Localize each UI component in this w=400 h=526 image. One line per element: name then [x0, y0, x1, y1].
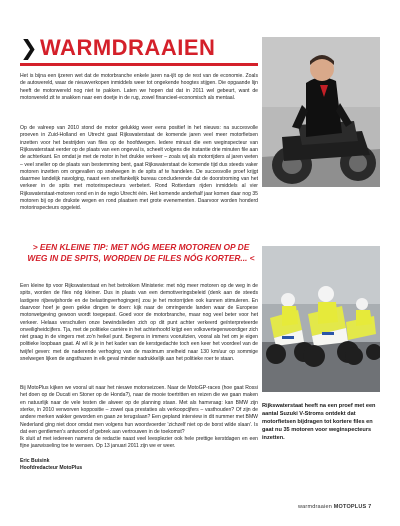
body-paragraph-3: Een kleine tip voor Rijkswaterstaat en het betrokken Ministerie: met nóg meer motoren op de weg in de spits, worden de files nóg kleiner. Dus in plaats van een demotiveringsbeleid (denk aan de steeds lastigere rijbewijshorde en de belastingverhogingen) zou je het motorrijden ook kunnen stimuleren. En daarvoor hoef je geen gekke dingen te doen: kijk naar de omringende landen waar de Europese motorwetgeving gewoon wordt toegepast. Goed voor de motorbranche, maar nog veel beter voor het verkeer. Helaas verschuilen onze bewindslieden zich op dit punt achter verkeerd geïnterpreteerde onveiligheidcijfers. Tja, met de politieke carrière in het achterhoofd krijgt een volksvertegenwoordiger zich niet graag in de vingers met zo'n heikel punt. Begrens in immers vooruitzien, vooral als het om je eigen politieke loopbaan gaat. Al wil ik je in het kader van de kerstgedachte toch een keer het voordeel van de twijfel geven: met de naderende verhoging van de maximum snelheid naar 130 km/uur op sommige snelwegen lijken de angsthazen in elk geval minder nadrukkelijk aan het politieke roer te staan. [20, 283, 258, 363]
page-title: WARMDRAAIEN [40, 35, 216, 60]
photo-caption: Rijkswaterstaat heeft na een proef met een aantal Suzuki V-Stroms ontdekt dat motorfietsen bijdragen tot kortere files en gaat nu 35 motoren voor weginspecteurs inzetten. [262, 403, 376, 441]
signature [20, 458, 82, 473]
body-paragraph-2: Op de valreep van 2010 stond de motor gelukkig weer eens positief in het nieuws: na succesvolle proeven in Zuid-Holland en Utrecht gaat Rijkswaterstaat de komende jaren veel meer motorfietsen inzetten voor het bestrijden van files op de hoofdwegen. Iedere minuut die een weginspecteur van Rijkswaterstaat eerder op de plaats van een ongeval is, scheelt volgens die instantie drie minuten file aan de achterkant. En omdat je met de motor in het drukke verkeer – zoals wij als motorrijders al jaren weten – veel sneller op de plaats van bestemming bent, gaat Rijkswaterstaat de komende tijd dus steeds vaker motoren inzetten om ongevallen op snelwegen in de spits af te handelen. De succesvolle proef krijgt daarmee landelijk navolging, naast een snelfankelijk bureau concluderende dat de doorstroming van het verkeer in de spits met motorinspecteurs verbetert. Rond Rotterdam rijden inmiddels al vier Rijkswaterstaat-motoren rond en in de regio Utrecht één. Het komende anderhalf jaar komen daar nog 35 motoren bij op de drukste wegen en rond plaatsen met grote evenementen. Daarvoor worden honderd motorinspecteurs opgeleid. [20, 125, 258, 212]
signature-name: Eric Buisink [20, 458, 50, 464]
chevron-right-icon: ❯ [20, 36, 38, 60]
footer-brand: MOTOPLUS [333, 504, 367, 510]
body-paragraph-4: Bij MotoPlus kijken we vooral uit naar het nieuwe motorseizoen. Naar de MotoGP-races (hoe gaat Rossi het doen op de Ducati en Stoner op de Honda?), naar de mooie toertritten en reizen die we gaan maken en natuurlijk naar de vele testen die alweer op de planning staan. Met als hamvraag: kan BMW zijn sterke, in 2010 verworven koppositie – zowel qua prestaties als verkoopcijfers – vasthouden? Of zijn de andere merken wakker geworden en gaan ze terugslaan? Een gepland interview in dit nummer met BMW Nederland ging niet door omdat men volgens hun woordvoerder 'zichzelf niet op de borst wilde slaan'. Is dat een gentlemen's antwoord of gebrek aan vertrouwen in de toekomst? [20, 385, 258, 435]
author-photo [262, 37, 380, 187]
footer-section: warmdraaien [298, 504, 332, 510]
closing-paragraph: Ik sluit af met iedereen namens de redactie naast veel leesplezier ook hele prettige kerstdagen en een fijne jaarwisseling toe te wensen. Op 13 januari 2011 zijn we er weer. [20, 436, 258, 450]
pull-quote: > EEN KLEINE TIP: MET NÓG MEER MOTOREN OP DE WEG IN DE SPITS, WORDEN DE FILES NÓG KORTER... < [27, 242, 255, 263]
motorcycles-photo-image [262, 246, 380, 392]
intro-paragraph: Het is bijna een ijzeren wet dat de motorbranche enkele jaren na-ijlt op de rest van de economie. Zoals de autowereld, waar de nieuwverkopen inmiddels weer tot ongekende hoogtes stijgen. Die opgaande lijn heeft de motorwereld nog niet te pakken. Laten we hopen dat dat in 2011 wel gebeurt, want de motorwereld zit te snakken naar een doetje in de rug, zowel financieel-economisch als mentaal. [20, 73, 258, 101]
page-footer [298, 504, 371, 510]
signature-role: Hoofdredacteur MotoPlus [20, 465, 83, 472]
header-rule [20, 63, 258, 66]
motorcycles-photo [262, 246, 380, 392]
page-number: 7 [368, 504, 372, 510]
page-header [20, 36, 258, 60]
author-photo-image [262, 37, 380, 187]
